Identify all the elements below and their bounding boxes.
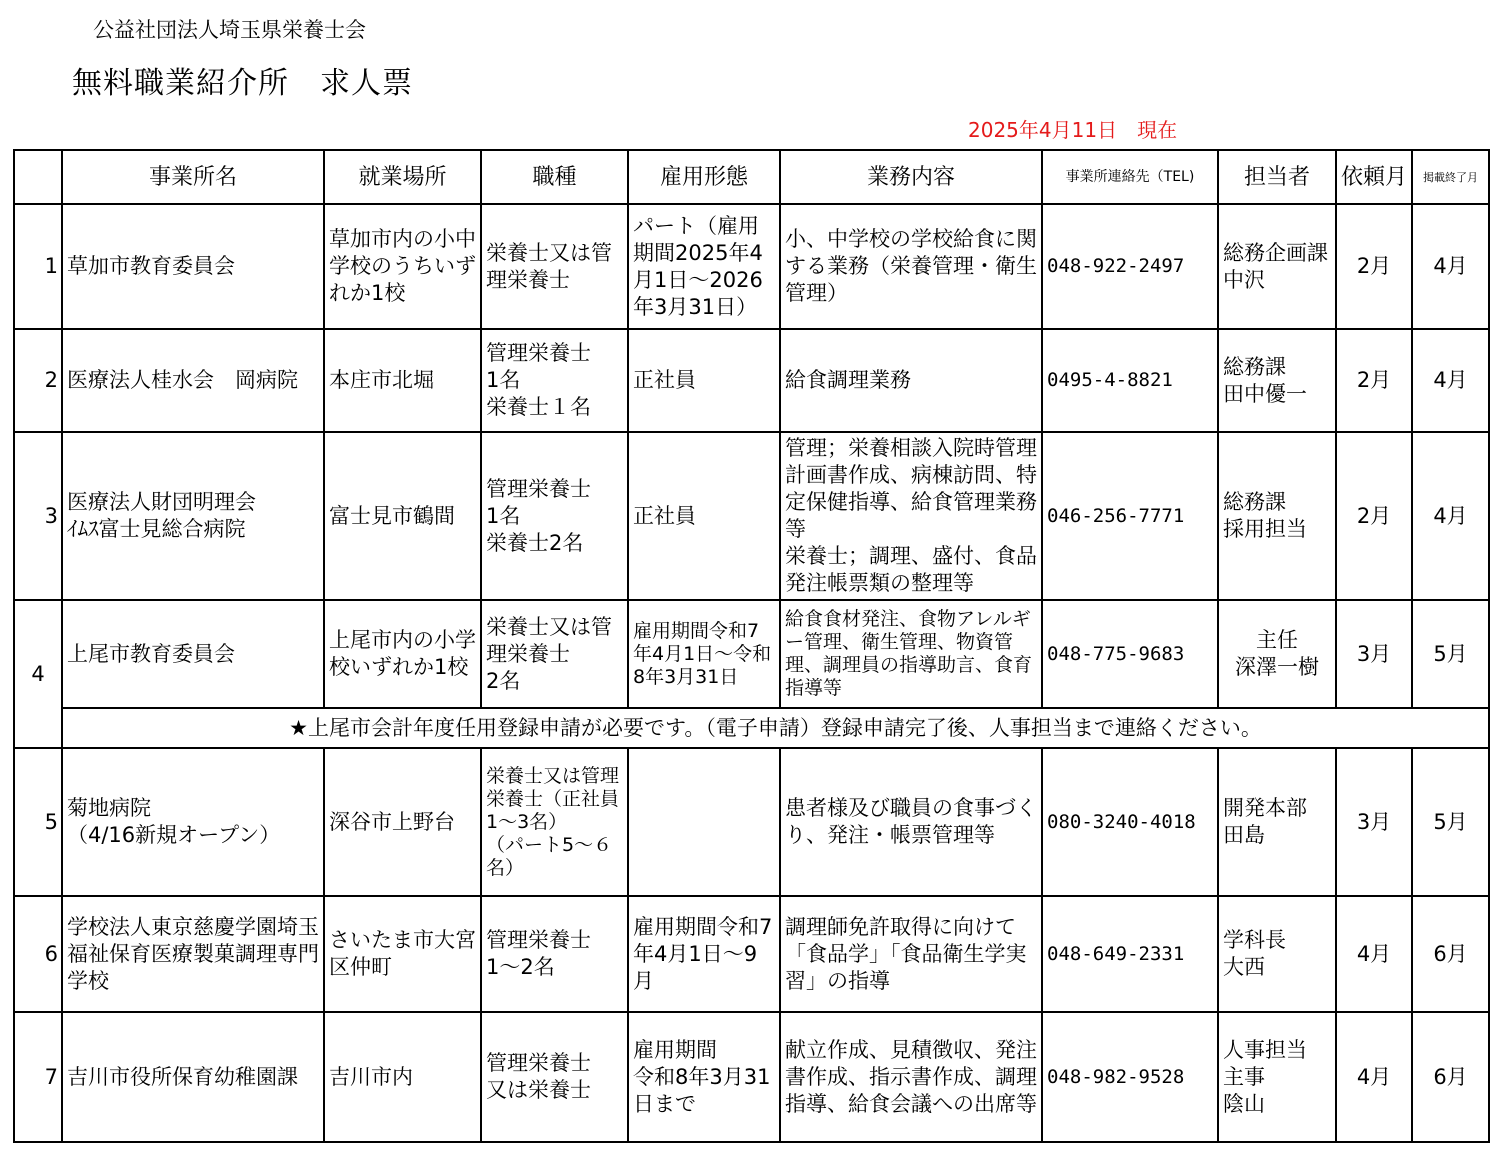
- work-location: 草加市内の小中学校のうちいずれか1校: [324, 204, 481, 329]
- job-type: 管理栄養士 1～2名: [481, 896, 628, 1012]
- employer-name: 医療法人財団明理会 ｲﾑｽ富士見総合病院: [62, 432, 324, 600]
- request-month: 4月: [1336, 1012, 1412, 1142]
- job-duties: 小、中学校の学校給食に関する業務（栄養管理・衛生管理）: [780, 204, 1042, 329]
- employment-type: 雇用期間令和7年4月1日～9月: [628, 896, 780, 1012]
- end-month: 5月: [1412, 748, 1489, 896]
- work-location: さいたま市大宮区仲町: [324, 896, 481, 1012]
- employer-name: 吉川市役所保育幼稚園課: [62, 1012, 324, 1142]
- request-month: 4月: [1336, 896, 1412, 1012]
- contact-person: 総務企画課 中沢: [1218, 204, 1336, 329]
- employer-name: 草加市教育委員会: [62, 204, 324, 329]
- job-type: 栄養士又は管理栄養士（正社員1～3名） （パート5～６名）: [481, 748, 628, 896]
- job-listing-table: [13, 149, 1490, 1143]
- col-end-month: 掲載終了月: [1412, 150, 1489, 204]
- request-month: 3月: [1336, 748, 1412, 896]
- contact-tel: 048-649-2331: [1042, 896, 1218, 1012]
- end-month: 6月: [1412, 1012, 1489, 1142]
- work-location: 富士見市鶴間: [324, 432, 481, 600]
- table-row: [14, 432, 1489, 600]
- employment-type: 正社員: [628, 329, 780, 432]
- row-number: 5: [14, 748, 62, 896]
- table-row: [14, 204, 1489, 329]
- table-row: [14, 896, 1489, 1012]
- contact-tel: 046-256-7771: [1042, 432, 1218, 600]
- end-month: 5月: [1412, 600, 1489, 708]
- work-location: 深谷市上野台: [324, 748, 481, 896]
- row-number: 1: [14, 204, 62, 329]
- job-duties: 献立作成、見積徴収、発注書作成、指示書作成、調理指導、給食会議への出席等: [780, 1012, 1042, 1142]
- job-type: 管理栄養士 1名 栄養士１名: [481, 329, 628, 432]
- contact-person: 総務課 田中優一: [1218, 329, 1336, 432]
- col-tel: 事業所連絡先（TEL): [1042, 150, 1218, 204]
- header-row: [14, 150, 1489, 204]
- request-month: 2月: [1336, 204, 1412, 329]
- employer-name: 上尾市教育委員会: [62, 600, 324, 708]
- end-month: 6月: [1412, 896, 1489, 1012]
- contact-tel: 080-3240-4018: [1042, 748, 1218, 896]
- employment-type: 雇用期間 令和8年3月31日まで: [628, 1012, 780, 1142]
- end-month: 4月: [1412, 432, 1489, 600]
- contact-person: 総務課 採用担当: [1218, 432, 1336, 600]
- col-contact: 担当者: [1218, 150, 1336, 204]
- contact-tel: 048-982-9528: [1042, 1012, 1218, 1142]
- contact-person: 開発本部 田島: [1218, 748, 1336, 896]
- col-duties: 業務内容: [780, 150, 1042, 204]
- employer-name: 菊地病院 （4/16新規オープン）: [62, 748, 324, 896]
- row-number: 4: [14, 600, 62, 748]
- job-duties: 患者様及び職員の食事づくり、発注・帳票管理等: [780, 748, 1042, 896]
- job-type: 栄養士又は管理栄養士 2名: [481, 600, 628, 708]
- organization-name: 公益社団法人埼玉県栄養士会: [93, 18, 366, 42]
- contact-tel: 0495-4-8821: [1042, 329, 1218, 432]
- request-month: 2月: [1336, 329, 1412, 432]
- job-type: 管理栄養士 1名 栄養士2名: [481, 432, 628, 600]
- contact-tel: 048-775-9683: [1042, 600, 1218, 708]
- work-location: 吉川市内: [324, 1012, 481, 1142]
- col-location: 就業場所: [324, 150, 481, 204]
- table-row: [14, 1012, 1489, 1142]
- col-no: [14, 150, 62, 204]
- end-month: 4月: [1412, 204, 1489, 329]
- request-month: 2月: [1336, 432, 1412, 600]
- row-number: 6: [14, 896, 62, 1012]
- col-employer: 事業所名: [62, 150, 324, 204]
- employment-type: パート（雇用期間2025年4月1日～2026年3月31日）: [628, 204, 780, 329]
- job-duties: 管理；栄養相談入院時管理計画書作成、病棟訪問、特定保健指導、給食管理業務等 栄養士；調理、盛付、食品発注帳票類の整理等: [780, 432, 1042, 600]
- employment-type: [628, 748, 780, 896]
- row-number: 3: [14, 432, 62, 600]
- end-month: 4月: [1412, 329, 1489, 432]
- row-number: 2: [14, 329, 62, 432]
- table-row: [14, 600, 1489, 708]
- employment-type: 雇用期間令和7年4月1日～令和8年3月31日: [628, 600, 780, 708]
- work-location: 上尾市内の小学校いずれか1校: [324, 600, 481, 708]
- job-duties: 給食食材発注、食物アレルギー管理、衛生管理、物資管理、調理員の指導助言、食育指導等: [780, 600, 1042, 708]
- job-duties: 給食調理業務: [780, 329, 1042, 432]
- page-title: 無料職業紹介所 求人票: [72, 66, 413, 101]
- as-of-date: 2025年4月11日 現在: [968, 118, 1178, 142]
- work-location: 本庄市北堀: [324, 329, 481, 432]
- contact-person: 主任 深澤一樹: [1218, 600, 1336, 708]
- table-row: [14, 329, 1489, 432]
- contact-person: 人事担当 主事 陰山: [1218, 1012, 1336, 1142]
- contact-person: 学科長 大西: [1218, 896, 1336, 1012]
- col-job-type: 職種: [481, 150, 628, 204]
- row-note: ★上尾市会計年度任用登録申請が必要です。（電子申請）登録申請完了後、人事担当まで連絡ください。: [62, 708, 1489, 748]
- col-request-month: 依頼月: [1336, 150, 1412, 204]
- table-row: [14, 748, 1489, 896]
- job-type: 栄養士又は管理栄養士: [481, 204, 628, 329]
- col-employment: 雇用形態: [628, 150, 780, 204]
- job-duties: 調理師免許取得に向けて「食品学」「食品衛生学実習」の指導: [780, 896, 1042, 1012]
- request-month: 3月: [1336, 600, 1412, 708]
- employer-name: 学校法人東京慈慶学園埼玉福祉保育医療製菓調理専門学校: [62, 896, 324, 1012]
- employment-type: 正社員: [628, 432, 780, 600]
- contact-tel: 048-922-2497: [1042, 204, 1218, 329]
- row-number: 7: [14, 1012, 62, 1142]
- job-type: 管理栄養士 又は栄養士: [481, 1012, 628, 1142]
- table-row-note: [14, 708, 1489, 748]
- employer-name: 医療法人桂水会 岡病院: [62, 329, 324, 432]
